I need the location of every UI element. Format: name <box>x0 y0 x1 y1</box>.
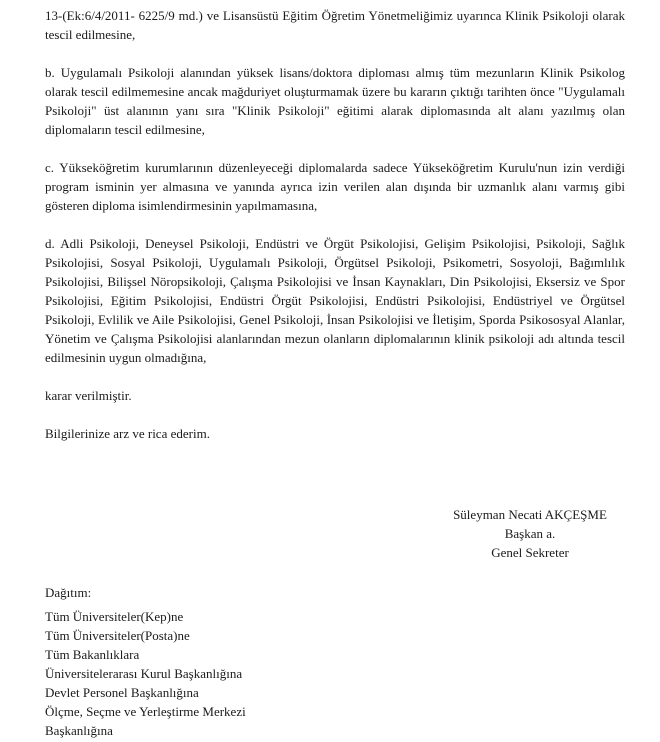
signatory-position: Genel Sekreter <box>491 545 569 560</box>
distribution-list <box>45 607 445 740</box>
distribution-item: Devlet Personel Başkanlığına <box>45 685 199 700</box>
signatory-title: Başkan a. <box>504 526 556 541</box>
paragraph-intro: 13-(Ek:6/4/2011- 6225/9 md.) ve Lisansüstü Eğitim Öğretim Yönetmeliğimiz uyarınca Klinik Psikoloji olarak tescil edilmesine, <box>45 8 625 42</box>
distribution-item: Tüm Üniversiteler(Kep)ne <box>45 609 184 624</box>
document-body <box>45 6 625 462</box>
paragraph-d: d. Adli Psikoloji, Deneysel Psikoloji, Endüstri ve Örgüt Psikolojisi, Gelişim Psikolojisi, Psikoloji, Sağlık Psikolojisi, Sosyal Psikoloji, Uygulamalı Psikoloji, Örgütsel Psikoloji, Psikometri, Sosyoloji, Bağımlılık Psikolojisi, Bilişsel Nöropsikoloji, Çalışma Psikolojisi ve İnsan Kaynakları, Din Psikolojisi, Eksersiz ve Spor Psikolojisi, Eğitim Psikolojisi, Endüstri Örgüt Psikolojisi, Endüstri Psikolojisi, Endüstriyel ve Örgütsel Psikoloji, Evlilik ve Aile Psikolojisi, Genel Psikoloji, İnsan Psikolojisi ve İletişim, Sporda Psikososyal Alanlar, Yönetim ve Çalışma Psikolojisi alanlarından mezun olanların diplomalarının klinik psikoloji adı altında tescil edilmesinin uygun olmadığına, <box>45 236 625 365</box>
distribution-item: Başkanlığına <box>45 723 113 738</box>
paragraph-b: b. Uygulamalı Psikoloji alanından yüksek lisans/doktora diploması almış tüm mezunların Klinik Psikolog olarak tescil edilmemesine ancak mağduriyet oluşturmamak üzere bu kararın çıktığı tarihten önce "Uygulamalı Psikoloji" üst alanının yanı sıra "Klinik Psikoloji" eğitimi alarak diplomasında alt alanı yazılmış olan diplomaların tescil edilmesine, <box>45 65 625 137</box>
closing-statement: Bilgilerinize arz ve rica ederim. <box>45 426 210 441</box>
distribution-title: Dağıtım: <box>45 585 92 600</box>
distribution-block <box>45 583 445 740</box>
signatory-name: Süleyman Necati AKÇEŞME <box>453 507 607 522</box>
distribution-item: Ölçme, Seçme ve Yerleştirme Merkezi <box>45 704 246 719</box>
signature-block <box>400 505 660 562</box>
distribution-item: Tüm Bakanlıklara <box>45 647 140 662</box>
distribution-item: Üniversitelerarası Kurul Başkanlığına <box>45 666 243 681</box>
decision-statement: karar verilmiştir. <box>45 388 132 403</box>
distribution-item: Tüm Üniversiteler(Posta)ne <box>45 628 190 643</box>
paragraph-c: c. Yükseköğretim kurumlarının düzenleyeceği diplomalarda sadece Yükseköğretim Kurulu'nun izin verdiği program isminin yer almasına ve yanında ayrıca izin verilen alan dışında bir uzmanlık alanı varmış gibi gösteren diploma isimlendirmesinin yapılmamasına, <box>45 160 625 213</box>
